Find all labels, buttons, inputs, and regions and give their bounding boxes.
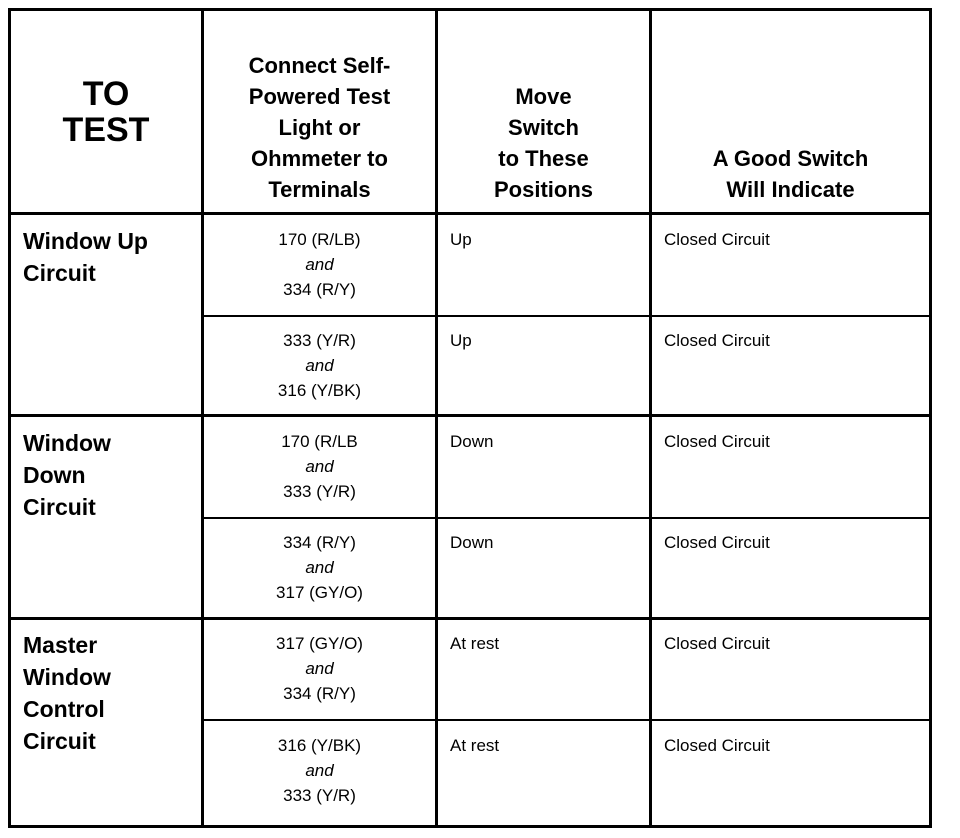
row-divider bbox=[201, 719, 929, 721]
indication-cell: Closed Circuit bbox=[664, 230, 770, 249]
group-label-line: Window Up bbox=[23, 228, 148, 254]
row-divider bbox=[201, 517, 929, 519]
header-move-line: Switch bbox=[508, 115, 579, 140]
group-label-line: Window bbox=[23, 664, 111, 690]
position-cell: Up bbox=[450, 230, 472, 249]
terminal-conjunction: and bbox=[305, 457, 334, 476]
terminal-conjunction: and bbox=[305, 558, 334, 577]
terminal-a: 170 (R/LB bbox=[281, 432, 358, 451]
terminal-conjunction: and bbox=[305, 761, 334, 780]
column-divider bbox=[649, 11, 652, 825]
position-cell: At rest bbox=[450, 736, 500, 755]
header-connect-line: Light or bbox=[278, 115, 361, 140]
header-move-line: Move bbox=[515, 84, 572, 109]
terminal-a: 334 (R/Y) bbox=[283, 533, 356, 552]
terminal-b: 333 (Y/R) bbox=[283, 786, 356, 805]
group-label-line: Window bbox=[23, 430, 111, 456]
header-to-test-line: TO bbox=[82, 75, 130, 113]
header-row bbox=[11, 11, 929, 213]
header-connect-line: Ohmmeter to bbox=[251, 146, 388, 171]
terminal-b: 316 (Y/BK) bbox=[277, 381, 362, 400]
terminal-a: 170 (R/LB) bbox=[278, 230, 361, 249]
indication-cell: Closed Circuit bbox=[664, 736, 770, 755]
group-label-master-window-control bbox=[23, 629, 198, 757]
position-cell: Down bbox=[450, 432, 494, 451]
header-connect-line: Connect Self- bbox=[248, 53, 391, 78]
group-label-line: Circuit bbox=[23, 494, 96, 520]
header-divider bbox=[11, 212, 929, 215]
header-move-line: to These bbox=[498, 146, 589, 171]
position-cell: At rest bbox=[450, 634, 500, 653]
terminals-cell bbox=[204, 429, 435, 504]
position-cell: Down bbox=[450, 533, 494, 552]
indication-cell: Closed Circuit bbox=[664, 432, 770, 451]
header-good-line: A Good Switch bbox=[712, 146, 869, 171]
header-good-switch bbox=[652, 11, 929, 213]
group-label-line: Circuit bbox=[23, 728, 96, 754]
terminals-cell bbox=[204, 530, 435, 605]
terminal-a: 316 (Y/BK) bbox=[277, 736, 362, 755]
terminal-b: 334 (R/Y) bbox=[283, 280, 356, 299]
row-divider bbox=[201, 315, 929, 317]
terminal-conjunction: and bbox=[305, 255, 334, 274]
terminal-b: 317 (GY/O) bbox=[276, 583, 363, 602]
group-divider bbox=[11, 617, 929, 620]
group-label-line: Down bbox=[23, 462, 86, 488]
header-to-test bbox=[11, 11, 201, 213]
header-good-line: Will Indicate bbox=[726, 177, 855, 202]
header-connect bbox=[204, 11, 435, 213]
switch-test-table bbox=[8, 8, 932, 828]
terminals-cell bbox=[204, 328, 435, 403]
terminal-a: 317 (GY/O) bbox=[276, 634, 363, 653]
terminal-conjunction: and bbox=[305, 356, 334, 375]
group-label-line: Circuit bbox=[23, 260, 96, 286]
position-cell: Up bbox=[450, 331, 472, 350]
group-divider bbox=[11, 414, 929, 417]
terminal-b: 333 (Y/R) bbox=[283, 482, 356, 501]
terminal-b: 334 (R/Y) bbox=[283, 684, 356, 703]
indication-cell: Closed Circuit bbox=[664, 331, 770, 350]
header-move-line: Positions bbox=[493, 177, 593, 202]
terminals-cell bbox=[204, 227, 435, 302]
indication-cell: Closed Circuit bbox=[664, 533, 770, 552]
group-label-window-up bbox=[23, 225, 198, 289]
header-connect-line: Powered Test bbox=[248, 84, 391, 109]
indication-cell: Closed Circuit bbox=[664, 634, 770, 653]
terminal-conjunction: and bbox=[305, 659, 334, 678]
terminals-cell bbox=[204, 733, 435, 808]
group-label-line: Master bbox=[23, 632, 98, 658]
column-divider bbox=[435, 11, 438, 825]
header-to-test-line: TEST bbox=[62, 111, 150, 149]
group-label-line: Control bbox=[23, 696, 105, 722]
header-connect-line: Terminals bbox=[268, 177, 371, 202]
group-label-window-down bbox=[23, 427, 198, 523]
terminal-a: 333 (Y/R) bbox=[283, 331, 356, 350]
terminals-cell bbox=[204, 631, 435, 706]
header-move-switch bbox=[438, 11, 649, 213]
